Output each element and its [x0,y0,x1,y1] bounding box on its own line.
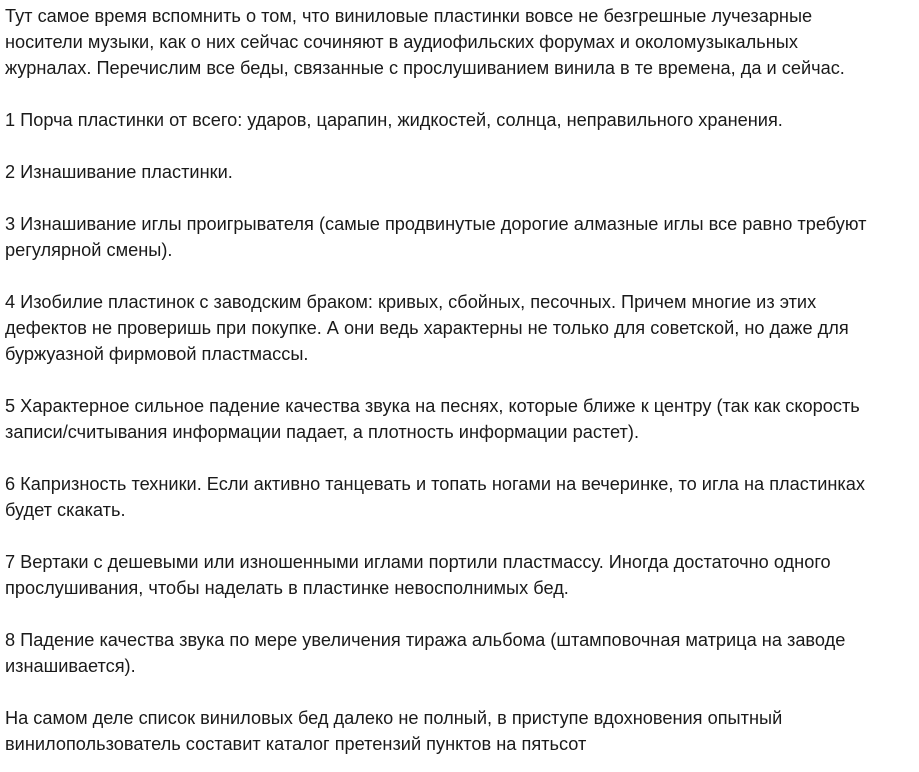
text-line: 6 Капризность техники. Если активно танцевать и топать ногами на вечеринке, то игла на пластинках [5,474,865,494]
text-line: Тут самое время вспомнить о том, что виниловые пластинки вовсе не безгрешные лучезарные [5,6,813,26]
text-line: 8 Падение качества звука по мере увеличения тиража альбома (штамповочная матрица на заводе [5,630,846,650]
text-line: 4 Изобилие пластинок с заводским браком: кривых, сбойных, песочных. Причем многие из этих [5,292,817,312]
text-line: изнашивается). [5,656,136,676]
list-item-5 [5,393,917,445]
text-line: 2 Изнашивание пластинки. [5,162,233,182]
text-line: будет скакать. [5,500,126,520]
article-text [5,3,917,757]
text-line: 7 Вертаки с дешевыми или изношенными иглами портили пластмассу. Иногда достаточно одного [5,552,831,572]
list-item-2 [5,159,917,185]
list-item-1 [5,107,917,133]
conclusion-paragraph [5,705,917,757]
text-line: На самом деле список виниловых бед далеко не полный, в приступе вдохновения опытный [5,708,783,728]
text-line: журналах. Перечислим все беды, связанные с прослушиванием винила в те времена, да и сейчас. [5,58,845,78]
text-line: регулярной смены). [5,240,173,260]
list-item-7 [5,549,917,601]
intro-paragraph [5,3,917,81]
text-line: носители музыки, как о них сейчас сочиняют в аудиофильских форумах и околомузыкальных [5,32,798,52]
list-item-8 [5,627,917,679]
text-line: 1 Порча пластинки от всего: ударов, царапин, жидкостей, солнца, неправильного хранения. [5,110,783,130]
text-line: дефектов не проверишь при покупке. А они ведь характерны не только для советской, но даже для [5,318,849,338]
list-item-6 [5,471,917,523]
text-line: записи/считывания информации падает, а плотность информации растет). [5,422,639,442]
text-line: винилопользователь составит каталог претензий пунктов на пятьсот [5,734,587,754]
list-item-3 [5,211,917,263]
text-line: 3 Изнашивание иглы проигрывателя (самые продвинутые дорогие алмазные иглы все равно требуют [5,214,867,234]
text-line: прослушивания, чтобы наделать в пластинке невосполнимых бед. [5,578,569,598]
text-line: 5 Характерное сильное падение качества звука на песнях, которые ближе к центру (так как скорость [5,396,860,416]
list-item-4 [5,289,917,367]
text-line: буржуазной фирмовой пластмассы. [5,344,309,364]
